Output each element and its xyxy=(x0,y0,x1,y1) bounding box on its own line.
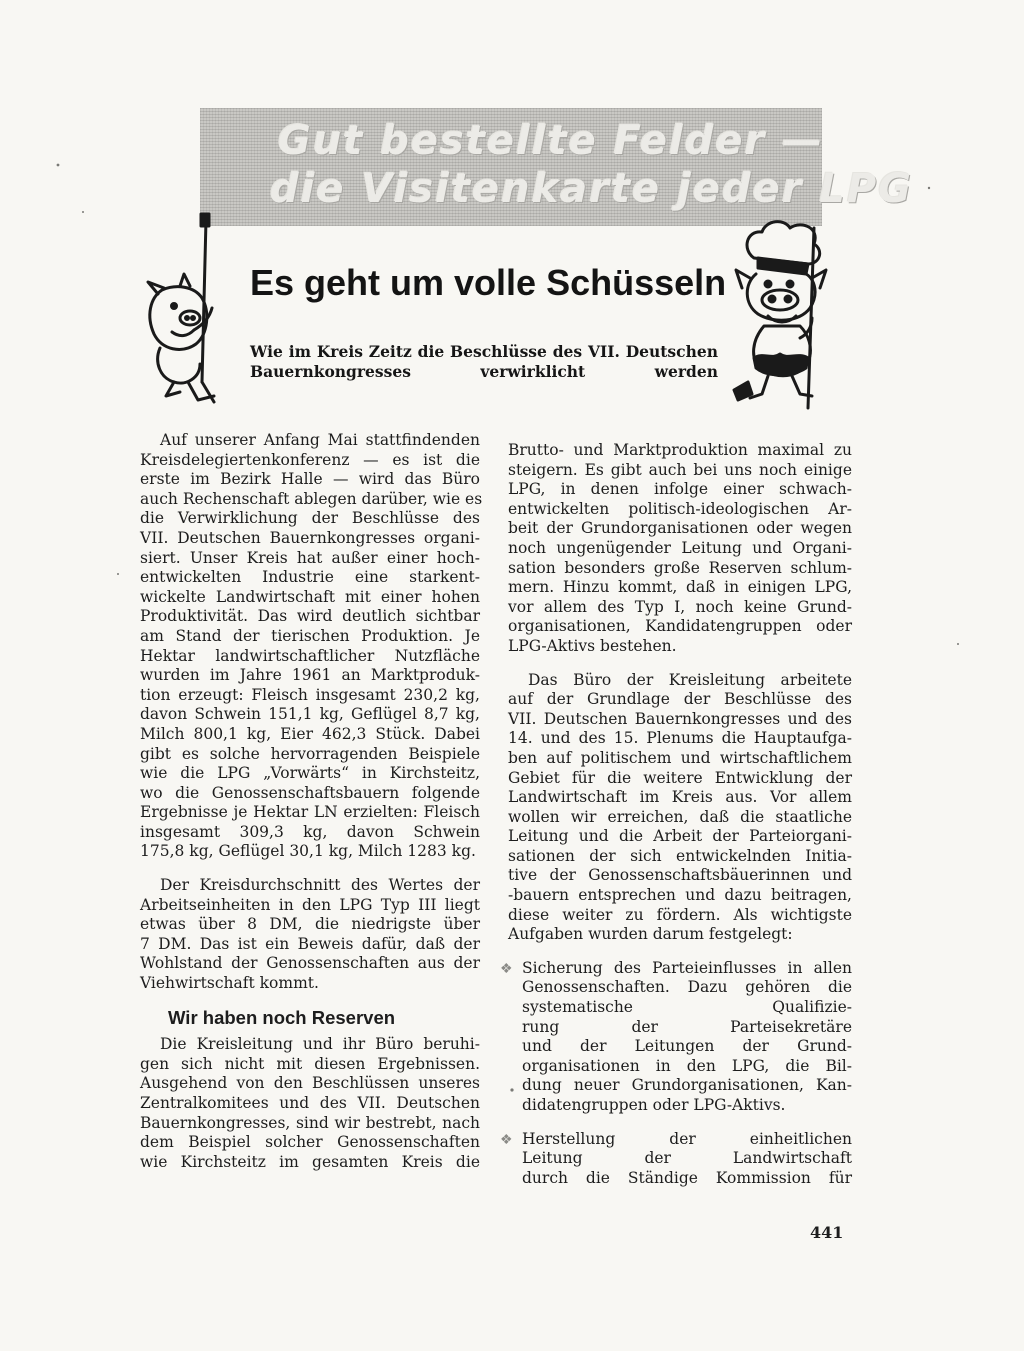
text-line: Leitung der Landwirtschaft xyxy=(522,1149,852,1168)
text-line: didatengruppen oder LPG-Aktivs. xyxy=(522,1096,786,1114)
text-line: durch die Ständige Kommission für xyxy=(522,1168,852,1187)
text-line: sationen der sich entwickelnden Initia- xyxy=(508,846,852,865)
text-line: insgesamt 309,3 kg, davon Schwein xyxy=(140,822,480,841)
paragraph xyxy=(508,671,852,945)
text-line: erste im Bezirk Halle — wird das Büro xyxy=(140,470,480,489)
text-line: wie die LPG „Vorwärts“ in Kirchsteitz, xyxy=(140,764,480,783)
text-line: siert. Unser Kreis hat außer einer hoch- xyxy=(140,548,480,567)
text-line: Landwirtschaft im Kreis aus. Vor allem xyxy=(508,788,852,807)
text-line: Zentralkomitees und des VII. Deutschen xyxy=(140,1094,480,1112)
text-line: Hektar landwirtschaftlicher Nutzfläche xyxy=(140,646,480,665)
text-line: gibt es solche hervorragenden Beispiele xyxy=(140,744,480,763)
text-line: Die Kreisleitung und ihr Büro beruhi- xyxy=(160,1035,480,1054)
text-line: etwas über 8 DM, die niedrigste über xyxy=(140,915,480,934)
text-line: entwickelten politisch-ideologischen Ar- xyxy=(508,499,852,518)
text-line: 14. und des 15. Plenums die Hauptaufga- xyxy=(508,729,852,748)
text-line: wollen wir erreichen, daß die staatliche xyxy=(508,807,852,826)
text-line: Ausgehend von den Beschlüssen unseres xyxy=(140,1074,480,1093)
text-line: ben auf politischem und wirtschaftlichem xyxy=(508,748,852,767)
text-line: die Verwirklichung der Beschlüsse des xyxy=(140,509,480,528)
pig-cartoon-illustration xyxy=(140,212,232,404)
text-line: Produktivität. Das wird deutlich sichtbar xyxy=(140,607,480,626)
text-line: Arbeitseinheiten in den LPG Typ III liegt xyxy=(140,895,480,914)
banner-line-2: die Visitenkarte jeder LPG xyxy=(270,166,913,212)
text-line: Milch 800,1 kg, Eier 462,3 Stück. Dabei xyxy=(140,724,480,743)
bullet-text xyxy=(522,1130,852,1189)
text-line: steigern. Es gibt auch bei uns noch einige xyxy=(508,460,852,479)
text-line: noch ungenügender Leitung und Organi- xyxy=(508,538,852,557)
text-line: wickelte Landwirtschaft mit einer hohen xyxy=(140,587,480,606)
text-line: LPG, in denen infolge einer schwach- xyxy=(508,480,852,499)
text-line: Herstellung der einheitlichen xyxy=(522,1129,852,1148)
text-line: Bauernkongresses, sind wir bestrebt, nach xyxy=(140,1113,480,1132)
text-line: sation besonders große Reserven schlum- xyxy=(508,558,852,577)
text-line: VII. Deutschen Bauernkongresses organi- xyxy=(140,528,480,547)
text-line: Wohlstand der Genossenschaften aus der xyxy=(140,954,480,973)
text-line: Ergebnisse je Hektar LN erzielten: Fleisch xyxy=(140,803,480,822)
paragraph xyxy=(508,441,852,657)
text-line: LPG-Aktivs bestehen. xyxy=(508,636,677,655)
text-line: und der Leitungen der Grund- xyxy=(522,1037,852,1056)
text-line: tion erzeugt: Fleisch insgesamt 230,2 kg, xyxy=(140,685,480,704)
text-line: vor allem des Typ I, noch keine Grund- xyxy=(508,597,852,616)
subtitle-line-1: Wie im Kreis Zeitz die Beschlüsse des VII. Deutschen xyxy=(250,342,718,361)
text-line: organisationen, Kandidatengruppen oder xyxy=(508,617,852,636)
article-headline: Es geht um volle Schüsseln xyxy=(250,262,727,303)
text-line: am Stand der tierischen Produktion. Je xyxy=(140,626,480,645)
text-line: rung der Parteisekretäre xyxy=(522,1017,852,1036)
text-line: Auf unserer Anfang Mai stattfindenden xyxy=(160,431,480,449)
subtitle-line-2: Bauernkongresses verwirklicht werden xyxy=(250,361,718,381)
bullet-icon: ❖ xyxy=(500,960,513,977)
text-line: Kreisdelegiertenkonferenz — es ist die xyxy=(140,450,480,469)
text-line: wurden im Jahre 1961 an Marktproduk- xyxy=(140,666,480,685)
text-line: dung neuer Grundorganisationen, Kan- xyxy=(522,1076,852,1095)
text-line: Viehwirtschaft kommt. xyxy=(140,974,319,993)
text-line: Gebiet für die weitere Entwicklung der xyxy=(508,768,852,787)
text-line: Sicherung des Parteieinflusses in allen xyxy=(522,958,852,977)
article-subtitle xyxy=(250,340,718,379)
text-line: -bauern entsprechen und dazu beitragen, xyxy=(508,886,852,905)
right-column xyxy=(500,441,852,1188)
text-line: organisationen in den LPG, die Bil- xyxy=(522,1056,852,1075)
text-line: auf der Grundlage der Beschlüsse des xyxy=(508,690,852,709)
text-line: mern. Hinzu kommt, daß in einigen LPG, xyxy=(508,578,852,597)
bullet-icon: ❖ xyxy=(500,1131,513,1148)
text-line: wie Kirchsteitz im gesamten Kreis die xyxy=(140,1152,480,1171)
text-line: 175,8 kg, Geflügel 30,1 kg, Milch 1283 kg. xyxy=(140,842,476,861)
paragraph xyxy=(140,431,483,862)
text-line: Das Büro der Kreisleitung arbeitete xyxy=(528,670,852,689)
page-number: 441 xyxy=(810,1223,844,1242)
banner-line-1: Gut bestellte Felder — xyxy=(277,118,825,164)
text-line: Brutto- und Marktproduktion maximal zu xyxy=(508,441,852,459)
text-line: diese weiter zu fördern. Als wichtigste xyxy=(508,905,852,924)
bullet-text xyxy=(522,959,852,1116)
text-line: wo die Genossenschaftsbauern folgende xyxy=(140,783,480,802)
bullet-item xyxy=(500,1129,852,1189)
text-line: tive der Genossenschaftsbäuerinnen und xyxy=(508,866,852,885)
text-line: auch Rechenschaft ablegen darüber, wie es xyxy=(140,489,483,508)
bullet-item xyxy=(500,958,852,1116)
slogan-banner xyxy=(200,108,913,226)
text-line: entwickelten Industrie eine starkent- xyxy=(140,568,480,587)
cook-cartoon-illustration xyxy=(728,218,840,414)
text-line: Leitung und die Arbeit der Parteiorgani- xyxy=(508,827,852,846)
text-line: Genossenschaften. Dazu gehören die xyxy=(522,978,852,997)
section-heading: Wir haben noch Reserven xyxy=(168,1006,396,1028)
paragraph xyxy=(140,876,480,994)
text-line: davon Schwein 151,1 kg, Geflügel 8,7 kg, xyxy=(140,705,480,724)
paragraph xyxy=(140,1035,480,1172)
text-line: VII. Deutschen Bauernkongresses und des xyxy=(508,709,852,728)
text-line: beit der Grundorganisationen oder wegen xyxy=(508,519,852,538)
text-line: Der Kreisdurchschnitt des Wertes der xyxy=(160,876,480,895)
text-line: 7 DM. Das ist ein Beweis dafür, daß der xyxy=(140,934,480,953)
left-column xyxy=(140,431,483,1172)
text-line: systematische Qualifizie- xyxy=(522,998,852,1017)
text-line: gen sich nicht mit diesen Ergebnissen. xyxy=(140,1054,480,1073)
text-line: dem Beispiel solcher Genossenschaften xyxy=(140,1133,480,1152)
text-line: Aufgaben wurden darum festgelegt: xyxy=(508,925,793,944)
